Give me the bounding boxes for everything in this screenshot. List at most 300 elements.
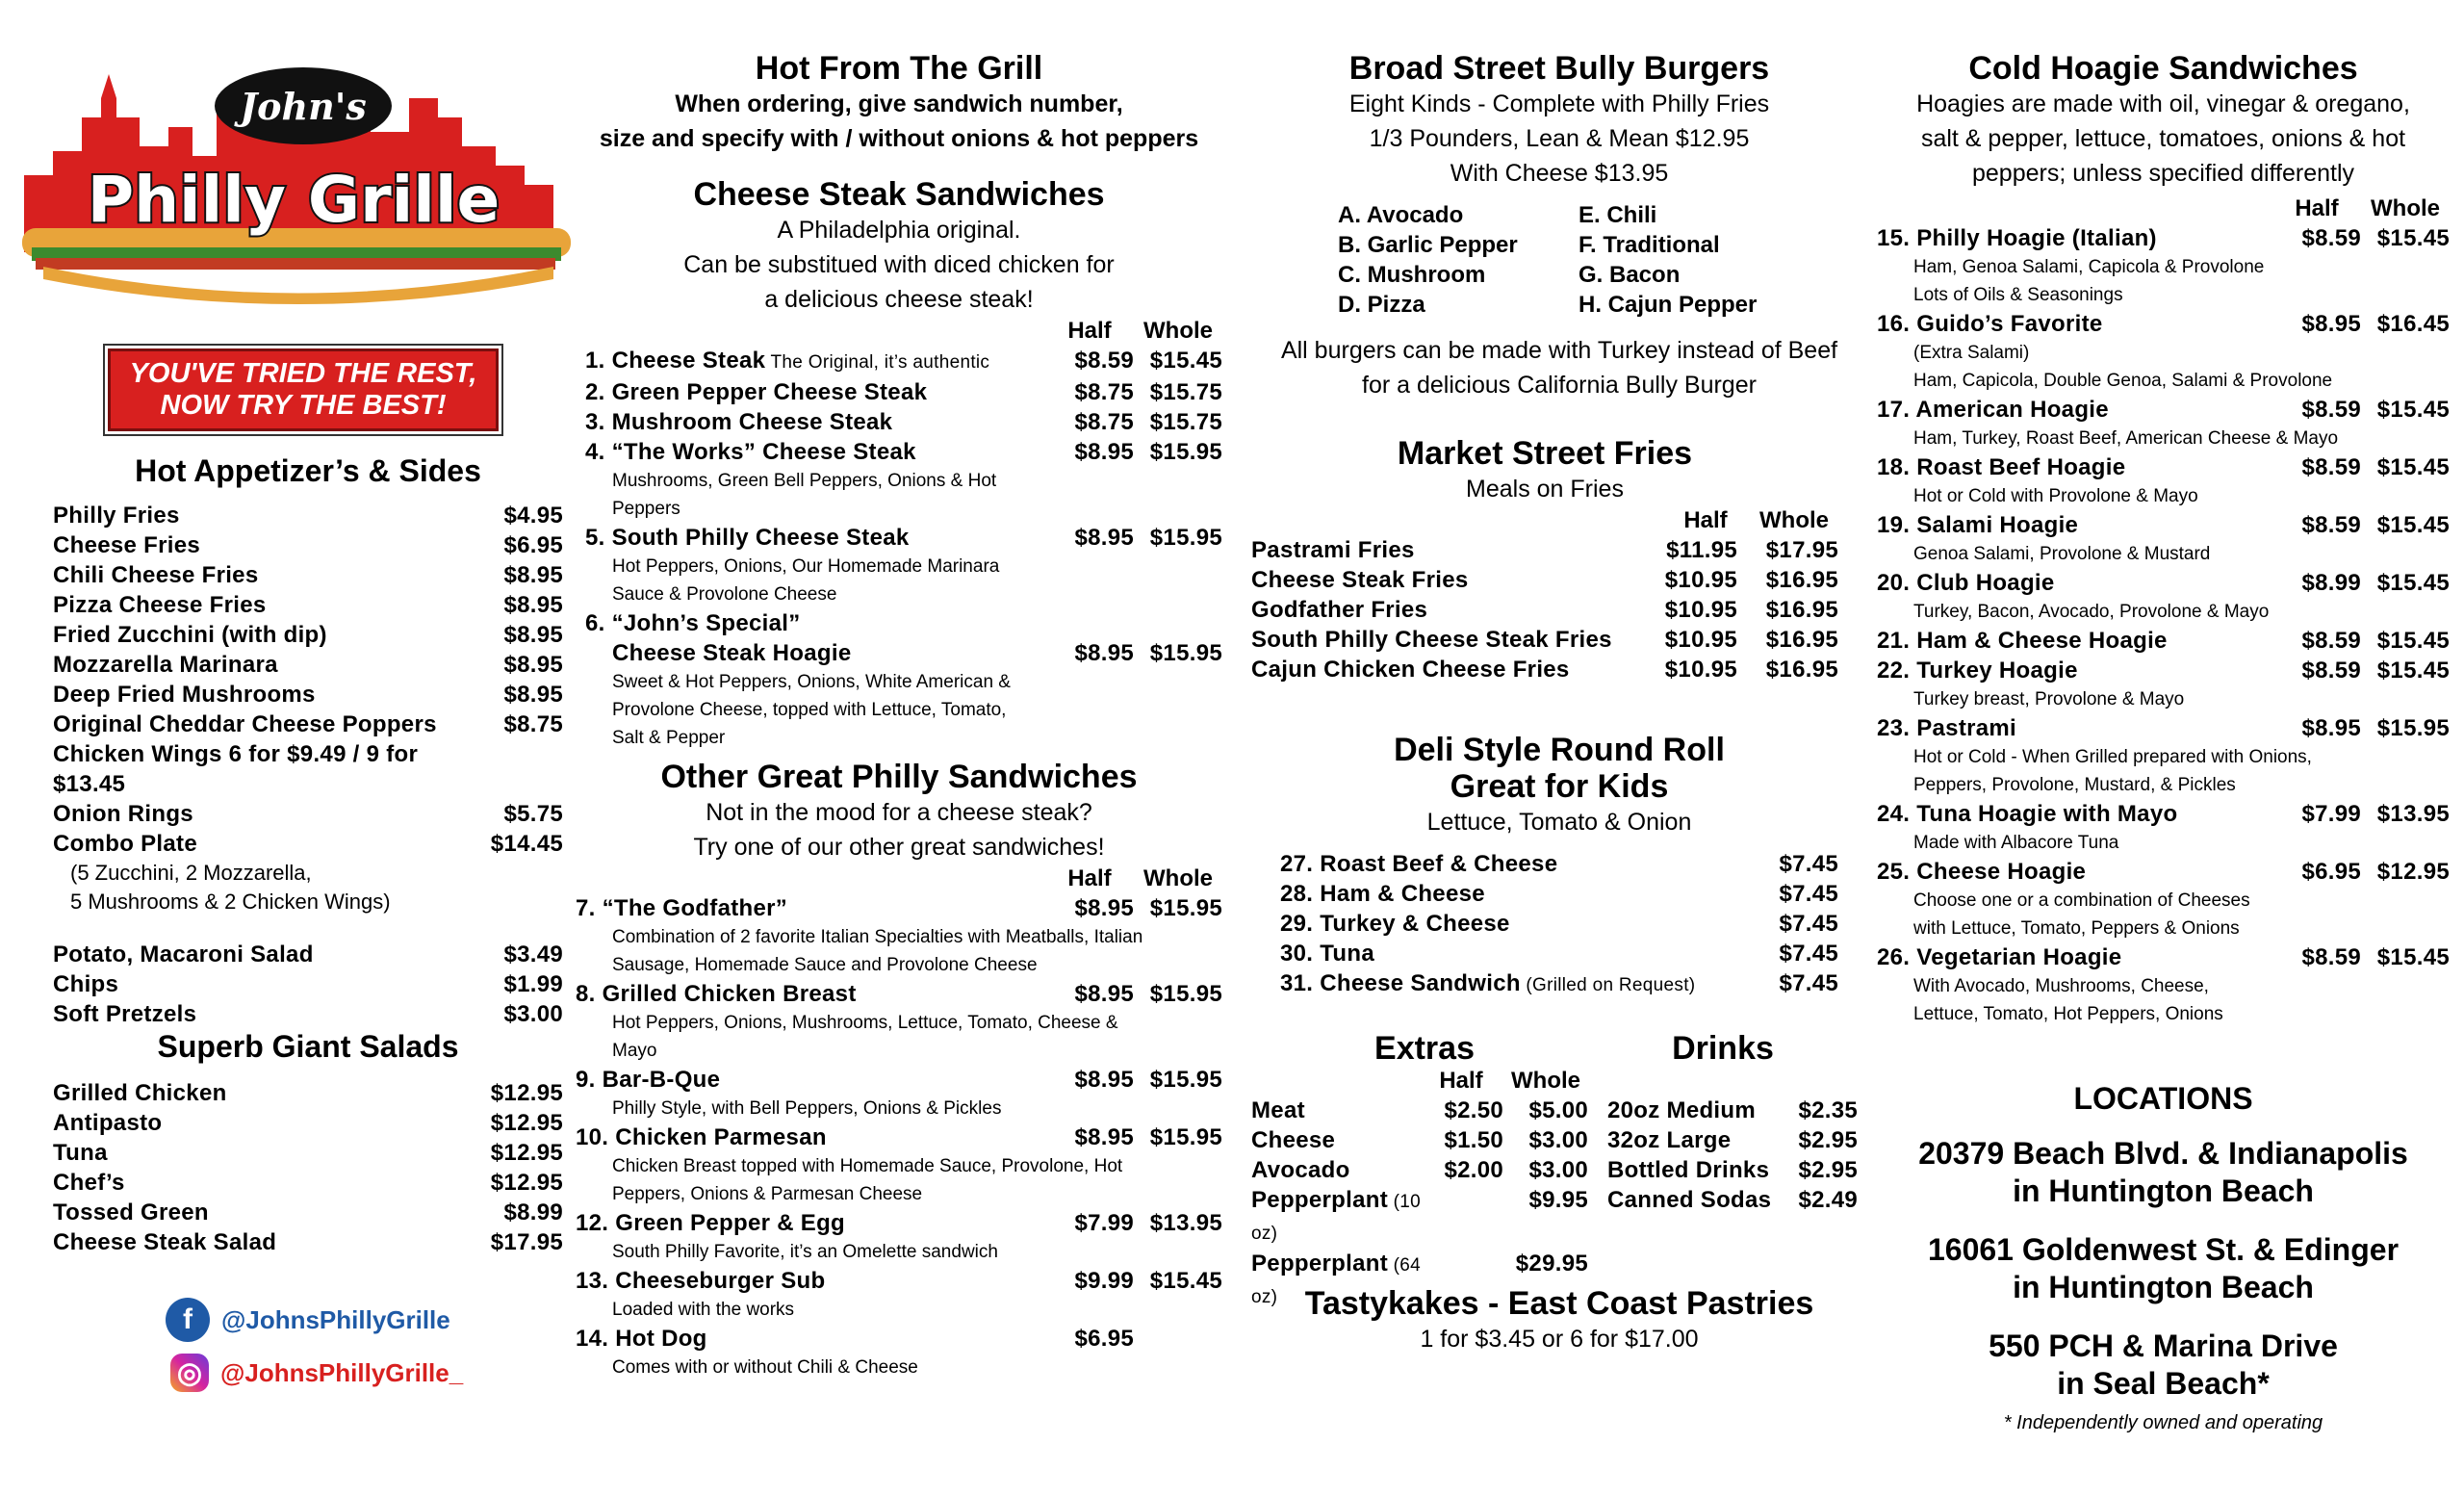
item-name-wrap xyxy=(1280,879,1750,909)
item-half-price: $8.59 xyxy=(2301,397,2361,423)
item-note: (Extra Salami) xyxy=(1913,343,2030,363)
cheesesteak-title: Cheese Steak Sandwiches xyxy=(693,176,1105,213)
appetizers-list xyxy=(53,501,563,859)
item-price: $7.45 xyxy=(1779,970,1838,996)
item-price: $2.49 xyxy=(1798,1187,1858,1213)
burgers-section xyxy=(1251,50,1867,402)
item-name: 27. Roast Beef & Cheese xyxy=(1280,851,1558,877)
grill-sub-1: When ordering, give sandwich number, xyxy=(675,90,1123,117)
item-name-wrap xyxy=(1251,1155,1428,1185)
fries-title: Market Street Fries xyxy=(1397,435,1693,472)
facebook-icon: f xyxy=(166,1298,210,1342)
location-2-line-1: 16061 Goldenwest St. & Edinger xyxy=(1927,1232,2400,1267)
salads-list xyxy=(53,1078,563,1257)
item-name: 20. Club Hoagie xyxy=(1877,570,2055,596)
item-name: Chicken Wings 6 for $9.49 / 9 for $13.45 xyxy=(53,741,419,797)
menu-row xyxy=(1251,535,1838,565)
item-name: 8. Grilled Chicken Breast xyxy=(576,981,857,1007)
location-2-line-2: in Huntington Beach xyxy=(2013,1270,2314,1304)
special-note: Sweet & Hot Peppers, Onions, White American & Provolone Cheese, topped with Lettuce, Tomato, Salt & Pepper xyxy=(612,672,1011,748)
column-2 xyxy=(576,0,1222,1496)
item-half-price: $7.99 xyxy=(2301,801,2361,827)
item-price: $12.95 xyxy=(490,1110,563,1136)
whole-header: Whole xyxy=(1759,507,1829,533)
burger-kind: F. Traditional xyxy=(1578,232,1720,258)
item-name: Chili Cheese Fries xyxy=(53,562,259,588)
item-name-wrap xyxy=(1251,1185,1428,1249)
locations-footnote: * Independently owned and operating xyxy=(2003,1412,2323,1433)
item-half-price: $6.95 xyxy=(1074,1326,1134,1352)
slogan-line1: YOU'VE TRIED THE REST, xyxy=(129,358,477,389)
menu-row xyxy=(53,1198,563,1227)
item-price: $6.95 xyxy=(503,532,563,558)
item-whole-price: $16.45 xyxy=(2376,311,2450,337)
item-half-price: $8.95 xyxy=(1074,1124,1134,1150)
item-name: Godfather Fries xyxy=(1251,597,1428,623)
item-whole-price: $29.95 xyxy=(1515,1251,1588,1277)
item-name: 20oz Medium xyxy=(1607,1097,1756,1123)
item-half-price: $8.95 xyxy=(1074,981,1134,1007)
item-name: 29. Turkey & Cheese xyxy=(1280,911,1510,937)
extras-block xyxy=(1251,1030,1588,1312)
item-note: with Lettuce, Tomato, Peppers & Onions xyxy=(1913,918,2240,939)
item-name: Soft Pretzels xyxy=(53,1001,197,1027)
item-name: Meat xyxy=(1251,1097,1305,1123)
item-note: Lettuce, Tomato, Hot Peppers, Onions xyxy=(1913,1004,2223,1024)
item-name: Chips xyxy=(53,971,119,997)
item-name-wrap xyxy=(585,407,1045,437)
grill-sub-2: size and specify with / without onions & hot peppers xyxy=(599,125,1199,152)
deli-section xyxy=(1251,732,1867,1000)
cheesesteak-sub-2: Can be substitued with diced chicken for xyxy=(683,251,1115,278)
item-name: Pizza Cheese Fries xyxy=(53,592,267,618)
item-name: Canned Sodas xyxy=(1607,1187,1772,1213)
item-price: $3.49 xyxy=(503,941,563,967)
item-note: Lots of Oils & Seasonings xyxy=(1913,285,2123,305)
location-3-line-1: 550 PCH & Marina Drive xyxy=(1989,1328,2338,1363)
menu-row xyxy=(53,829,563,859)
item-half-price: $7.99 xyxy=(1074,1210,1134,1236)
menu-row xyxy=(53,530,563,560)
hoagies-header xyxy=(1877,194,2450,223)
item-name: 28. Ham & Cheese xyxy=(1280,881,1485,907)
item-half-price: $8.95 xyxy=(1074,525,1134,551)
menu-row xyxy=(1877,857,2450,887)
burger-kind: H. Cajun Pepper xyxy=(1578,292,1758,318)
item-note: Peppers, Provolone, Mustard, & Pickles xyxy=(1913,775,2236,795)
item-name: Cajun Chicken Cheese Fries xyxy=(1251,657,1570,683)
menu-row xyxy=(53,739,563,799)
whole-header: Whole xyxy=(2371,195,2440,221)
extras-header xyxy=(1251,1067,1588,1096)
item-whole-price: $16.95 xyxy=(1765,597,1838,623)
menu-row xyxy=(1877,799,2450,829)
item-price: $7.45 xyxy=(1779,881,1838,907)
hoagies-sub-2: salt & pepper, lettuce, tomatoes, onions & hot xyxy=(1920,125,2406,152)
item-note: Ham, Genoa Salami, Capicola & Provolone xyxy=(1913,257,2265,277)
menu-row xyxy=(1251,595,1838,625)
item-whole-price: $15.95 xyxy=(1149,895,1222,921)
item-half-price: $8.95 xyxy=(1074,439,1134,465)
menu-row xyxy=(576,1208,1222,1238)
menu-row xyxy=(1251,1096,1588,1125)
menu-row xyxy=(1280,939,1838,968)
item-name: 26. Vegetarian Hoagie xyxy=(1877,944,2122,970)
item-name: Fried Zucchini (with dip) xyxy=(53,622,327,648)
item-whole-price: $15.45 xyxy=(2376,397,2450,423)
item-name: Bottled Drinks xyxy=(1607,1157,1770,1183)
item-half-price: $8.95 xyxy=(1074,1067,1134,1093)
instagram-handle: @JohnsPhillyGrille_ xyxy=(220,1357,464,1387)
item-name: Cheese Steak Fries xyxy=(1251,567,1469,593)
item-price: $8.95 xyxy=(503,622,563,648)
hoagies-title: Cold Hoagie Sandwiches xyxy=(1968,50,2358,87)
others-list xyxy=(576,893,1222,1381)
item-detail: (64 oz) xyxy=(1251,1255,1421,1307)
item-name: Combo Plate xyxy=(53,831,197,857)
burger-kind: B. Garlic Pepper xyxy=(1338,232,1518,258)
item-name: Tuna xyxy=(53,1140,108,1166)
item-half-price: $8.75 xyxy=(1074,379,1134,405)
item-half-price: $8.59 xyxy=(1074,348,1134,374)
item-name: 30. Tuna xyxy=(1280,941,1374,967)
others-title: Other Great Philly Sandwiches xyxy=(660,759,1138,795)
item-half-price: $8.59 xyxy=(2301,225,2361,251)
menu-row xyxy=(576,377,1222,407)
menu-row xyxy=(1251,655,1838,684)
item-note: South Philly Favorite, it’s an Omelette sandwich xyxy=(612,1242,998,1262)
extras-drinks-section xyxy=(1251,1030,1867,1312)
sides-list xyxy=(53,940,563,1029)
item-price: $3.00 xyxy=(503,1001,563,1027)
menu-row xyxy=(53,1138,563,1168)
item-note: Hot or Cold with Provolone & Mayo xyxy=(1913,486,2198,506)
menu-row xyxy=(1251,565,1838,595)
menu-row xyxy=(53,560,563,590)
menu-row xyxy=(1251,1155,1588,1185)
item-half-price: $8.95 xyxy=(1074,895,1134,921)
menu-row xyxy=(576,346,1222,377)
column-1 xyxy=(38,0,563,1496)
whole-header: Whole xyxy=(1511,1068,1580,1094)
menu-row xyxy=(576,979,1222,1009)
menu-row xyxy=(576,1324,1222,1354)
salads-title: Superb Giant Salads xyxy=(157,1029,459,1064)
menu-row xyxy=(1877,510,2450,540)
fries-sub: Meals on Fries xyxy=(1466,476,1624,503)
item-name: 2. Green Pepper Cheese Steak xyxy=(585,379,928,405)
appetizers-title: Hot Appetizer’s & Sides xyxy=(135,453,481,488)
item-note: Choose one or a combination of Cheeses xyxy=(1913,890,2250,911)
menu-row xyxy=(1877,656,2450,685)
item-name: Original Cheddar Cheese Poppers xyxy=(53,711,437,737)
menu-row xyxy=(576,407,1222,437)
others-header xyxy=(576,864,1222,893)
item-name: 7. “The Godfather” xyxy=(576,895,788,921)
cheesesteak-header xyxy=(576,317,1222,346)
item-name-wrap xyxy=(585,346,1045,377)
item-price: $2.35 xyxy=(1798,1097,1858,1123)
menu-row xyxy=(1877,942,2450,972)
item-price: $7.45 xyxy=(1779,851,1838,877)
item-whole-price: $5.00 xyxy=(1528,1097,1588,1123)
whole-header: Whole xyxy=(1143,865,1213,891)
deli-title-1: Deli Style Round Roll xyxy=(1394,732,1725,768)
item-name: Potato, Macaroni Salad xyxy=(53,941,314,967)
item-whole-price: $16.95 xyxy=(1765,657,1838,683)
burger-kind: D. Pizza xyxy=(1338,292,1425,318)
tastykakes-section xyxy=(1251,1285,1867,1356)
menu-row xyxy=(53,1108,563,1138)
item-price: $4.95 xyxy=(503,503,563,529)
item-name: Chef’s xyxy=(53,1170,125,1196)
menu-row xyxy=(576,1266,1222,1296)
item-name-wrap xyxy=(585,523,1045,553)
item-half-price: $8.75 xyxy=(1074,409,1134,435)
menu-row xyxy=(1280,849,1838,879)
item-half-price: $2.00 xyxy=(1444,1157,1503,1183)
menu-row xyxy=(1877,309,2450,339)
burger-kinds xyxy=(1338,200,1867,320)
facebook-handle: @JohnsPhillyGrille xyxy=(221,1304,450,1334)
item-whole-price: $15.45 xyxy=(2376,570,2450,596)
item-note: Mushrooms, Green Bell Peppers, Onions & Hot Peppers xyxy=(612,471,997,519)
item-name: 21. Ham & Cheese Hoagie xyxy=(1877,628,2168,654)
grill-section xyxy=(576,50,1222,156)
fries-list xyxy=(1251,535,1838,684)
combo-note-2: 5 Mushrooms & 2 Chicken Wings) xyxy=(70,890,391,914)
item-whole-price: $15.95 xyxy=(1149,981,1222,1007)
menu-row xyxy=(53,650,563,680)
half-header: Half xyxy=(2295,195,2339,221)
menu-row xyxy=(53,709,563,739)
deli-title-2: Great for Kids xyxy=(1450,768,1669,805)
item-detail: (10 oz) xyxy=(1251,1192,1421,1244)
item-name: Tossed Green xyxy=(53,1199,209,1225)
menu-row xyxy=(576,1065,1222,1095)
item-half-price: $8.59 xyxy=(2301,454,2361,480)
instagram-icon: ◎ xyxy=(170,1354,209,1392)
tastykakes-title: Tastykakes - East Coast Pastries xyxy=(1304,1285,1814,1322)
combo-note-1: (5 Zucchini, 2 Mozzarella, xyxy=(70,861,312,885)
item-whole-price: $15.45 xyxy=(2376,512,2450,538)
item-note: With Avocado, Mushrooms, Cheese, xyxy=(1913,976,2209,996)
cheesesteak-sub-3: a delicious cheese steak! xyxy=(764,286,1034,313)
item-price: $8.95 xyxy=(503,562,563,588)
instagram-link[interactable] xyxy=(170,1354,463,1392)
extras-list xyxy=(1251,1096,1588,1312)
item-whole-price: $13.95 xyxy=(2376,801,2450,827)
menu-row xyxy=(53,799,563,829)
item-name-wrap xyxy=(1280,968,1750,1000)
item-whole-price: $15.45 xyxy=(2376,628,2450,654)
others-section xyxy=(576,759,1222,1381)
item-price: $14.45 xyxy=(490,831,563,857)
item-half-price: $6.95 xyxy=(2301,859,2361,885)
menu-row xyxy=(1877,626,2450,656)
item-name: Cheese Steak Salad xyxy=(53,1229,277,1255)
burger-kind: C. Mushroom xyxy=(1338,262,1486,288)
item-name: 18. Roast Beef Hoagie xyxy=(1877,454,2126,480)
half-header: Half xyxy=(1439,1068,1483,1094)
item-price: $5.75 xyxy=(503,801,563,827)
item-whole-price: $15.95 xyxy=(2376,715,2450,741)
item-note: Turkey, Bacon, Avocado, Provolone & Mayo xyxy=(1913,602,2270,622)
locations-section xyxy=(1877,1080,2450,1434)
item-name-wrap xyxy=(1280,909,1750,939)
location-1-line-1: 20379 Beach Blvd. & Indianapolis xyxy=(1918,1136,2408,1171)
item-name: Pepperplant xyxy=(1251,1251,1388,1277)
special-name-1: 6. “John’s Special” xyxy=(585,610,801,636)
item-detail: (Grilled on Request) xyxy=(1520,975,1696,995)
item-name: Pepperplant xyxy=(1251,1187,1388,1213)
item-name: 5. South Philly Cheese Steak xyxy=(585,525,910,551)
item-whole-price: $15.45 xyxy=(2376,225,2450,251)
item-name: 17. American Hoagie xyxy=(1877,397,2109,423)
item-half-price: $11.95 xyxy=(1666,537,1737,563)
item-name-wrap xyxy=(1251,1096,1428,1125)
special-name-2: Cheese Steak Hoagie xyxy=(612,640,852,666)
menu-row xyxy=(53,969,563,999)
item-half-price: $1.50 xyxy=(1444,1127,1503,1153)
item-half-price: $10.95 xyxy=(1664,657,1737,683)
item-name-wrap xyxy=(585,437,1045,467)
item-name: Deep Fried Mushrooms xyxy=(53,682,316,708)
item-half-price: $10.95 xyxy=(1664,597,1737,623)
item-half-price: $8.59 xyxy=(2301,944,2361,970)
item-note: Comes with or without Chili & Cheese xyxy=(612,1357,918,1378)
item-note: Made with Albacore Tuna xyxy=(1913,833,2119,853)
item-name: Mozzarella Marinara xyxy=(53,652,278,678)
deli-list xyxy=(1280,849,1838,1000)
item-name: 4. “The Works” Cheese Steak xyxy=(585,439,916,465)
item-note: Turkey breast, Provolone & Mayo xyxy=(1913,689,2185,709)
item-price: $8.99 xyxy=(503,1199,563,1225)
item-whole-price: $12.95 xyxy=(2376,859,2450,885)
hoagies-sub-3: peppers; unless specified differently xyxy=(1972,160,2354,187)
menu-row xyxy=(1280,909,1838,939)
location-1-line-2: in Huntington Beach xyxy=(2013,1174,2314,1208)
fries-header xyxy=(1251,506,1838,535)
menu-row xyxy=(1877,395,2450,425)
item-name: Antipasto xyxy=(53,1110,163,1136)
item-name: 15. Philly Hoagie (Italian) xyxy=(1877,225,2157,251)
menu-row xyxy=(53,590,563,620)
hoagies-list xyxy=(1877,223,2450,1028)
others-sub-1: Not in the mood for a cheese steak? xyxy=(706,799,1092,826)
burgers-sub-1: Eight Kinds - Complete with Philly Fries xyxy=(1348,90,1770,117)
item-name-wrap xyxy=(1280,849,1750,879)
menu-row xyxy=(1251,625,1838,655)
special-row-2 xyxy=(576,638,1222,668)
item-name-wrap xyxy=(585,377,1045,407)
item-note: Chicken Breast topped with Homemade Sauce, Provolone, Hot Peppers, Onions & Parmesan Cheese xyxy=(612,1156,1123,1204)
item-note: Combination of 2 favorite Italian Specialties with Meatballs, Italian Sausage, Homemade Sauce and Provolone Cheese xyxy=(612,927,1143,975)
menu-row xyxy=(53,680,563,709)
item-note: Hot Peppers, Onions, Mushrooms, Lettuce, Tomato, Cheese & Mayo xyxy=(612,1013,1118,1061)
drinks-list xyxy=(1607,1096,1858,1215)
menu-row xyxy=(53,1168,563,1198)
cheesesteak-section xyxy=(576,176,1222,752)
item-note: Ham, Capicola, Double Genoa, Salami & Provolone xyxy=(1913,371,2333,391)
item-whole-price: $15.45 xyxy=(1149,1268,1222,1294)
hoagies-sub-1: Hoagies are made with oil, vinegar & oregano, xyxy=(1916,90,2410,117)
item-whole-price: $15.95 xyxy=(1149,439,1222,465)
menu-row xyxy=(576,437,1222,467)
grill-title: Hot From The Grill xyxy=(755,50,1043,87)
burgers-note-2: for a delicious California Bully Burger xyxy=(1362,372,1757,399)
special-half: $8.95 xyxy=(1074,640,1134,666)
burger-kind: G. Bacon xyxy=(1578,262,1681,288)
item-name: 9. Bar-B-Que xyxy=(576,1067,721,1093)
item-half-price: $8.59 xyxy=(2301,658,2361,684)
menu-row xyxy=(1877,223,2450,253)
item-price: $8.75 xyxy=(503,711,563,737)
item-whole-price: $16.95 xyxy=(1765,567,1838,593)
menu-row xyxy=(1251,1185,1588,1249)
half-header: Half xyxy=(1067,318,1112,344)
item-whole-price: $16.95 xyxy=(1765,627,1838,653)
item-whole-price: $17.95 xyxy=(1765,537,1838,563)
item-whole-price: $15.75 xyxy=(1149,379,1222,405)
item-name: Pastrami Fries xyxy=(1251,537,1415,563)
item-half-price: $9.99 xyxy=(1074,1268,1134,1294)
menu-row xyxy=(1607,1096,1858,1125)
item-name: 25. Cheese Hoagie xyxy=(1877,859,2087,885)
item-name: Grilled Chicken xyxy=(53,1080,227,1106)
item-name: 1. Cheese Steak xyxy=(585,348,766,374)
menu-row xyxy=(53,940,563,969)
deli-sub: Lettuce, Tomato & Onion xyxy=(1426,809,1692,836)
item-price: $7.45 xyxy=(1779,941,1838,967)
item-half-price: $8.59 xyxy=(2301,628,2361,654)
item-half-price: $8.59 xyxy=(2301,512,2361,538)
item-note: Genoa Salami, Provolone & Mustard xyxy=(1913,544,2211,564)
item-price: $12.95 xyxy=(490,1140,563,1166)
item-note: Hot Peppers, Onions, Our Homemade Marinara Sauce & Provolone Cheese xyxy=(612,556,1000,605)
menu-row xyxy=(1877,568,2450,598)
item-half-price: $8.95 xyxy=(2301,715,2361,741)
item-name: 13. Cheeseburger Sub xyxy=(576,1268,826,1294)
menu-row xyxy=(1607,1185,1858,1215)
half-header: Half xyxy=(1067,865,1112,891)
item-name: 22. Turkey Hoagie xyxy=(1877,658,2078,684)
item-price: $17.95 xyxy=(490,1229,563,1255)
item-whole-price: $15.45 xyxy=(2376,454,2450,480)
hoagies-section xyxy=(1877,50,2450,1028)
special-row-1 xyxy=(576,608,1222,638)
column-4 xyxy=(1877,0,2454,1496)
item-name: 16. Guido’s Favorite xyxy=(1877,311,2103,337)
location-3-line-2: in Seal Beach* xyxy=(2057,1366,2270,1401)
column-3 xyxy=(1251,0,1867,1496)
item-half-price: $10.95 xyxy=(1664,567,1737,593)
item-half-price: $2.50 xyxy=(1444,1097,1503,1123)
item-name: 12. Green Pepper & Egg xyxy=(576,1210,846,1236)
menu-row xyxy=(53,1227,563,1257)
item-price: $2.95 xyxy=(1798,1157,1858,1183)
fries-section xyxy=(1251,435,1838,684)
extras-title: Extras xyxy=(1374,1030,1475,1067)
facebook-link[interactable] xyxy=(166,1298,450,1342)
menu-row xyxy=(53,620,563,650)
item-half-price: $8.99 xyxy=(2301,570,2361,596)
item-detail: The Original, it’s authentic xyxy=(765,352,990,373)
menu-row xyxy=(53,1078,563,1108)
menu-row xyxy=(576,893,1222,923)
menu-row xyxy=(53,999,563,1029)
item-name: 31. Cheese Sandwich xyxy=(1280,970,1521,996)
